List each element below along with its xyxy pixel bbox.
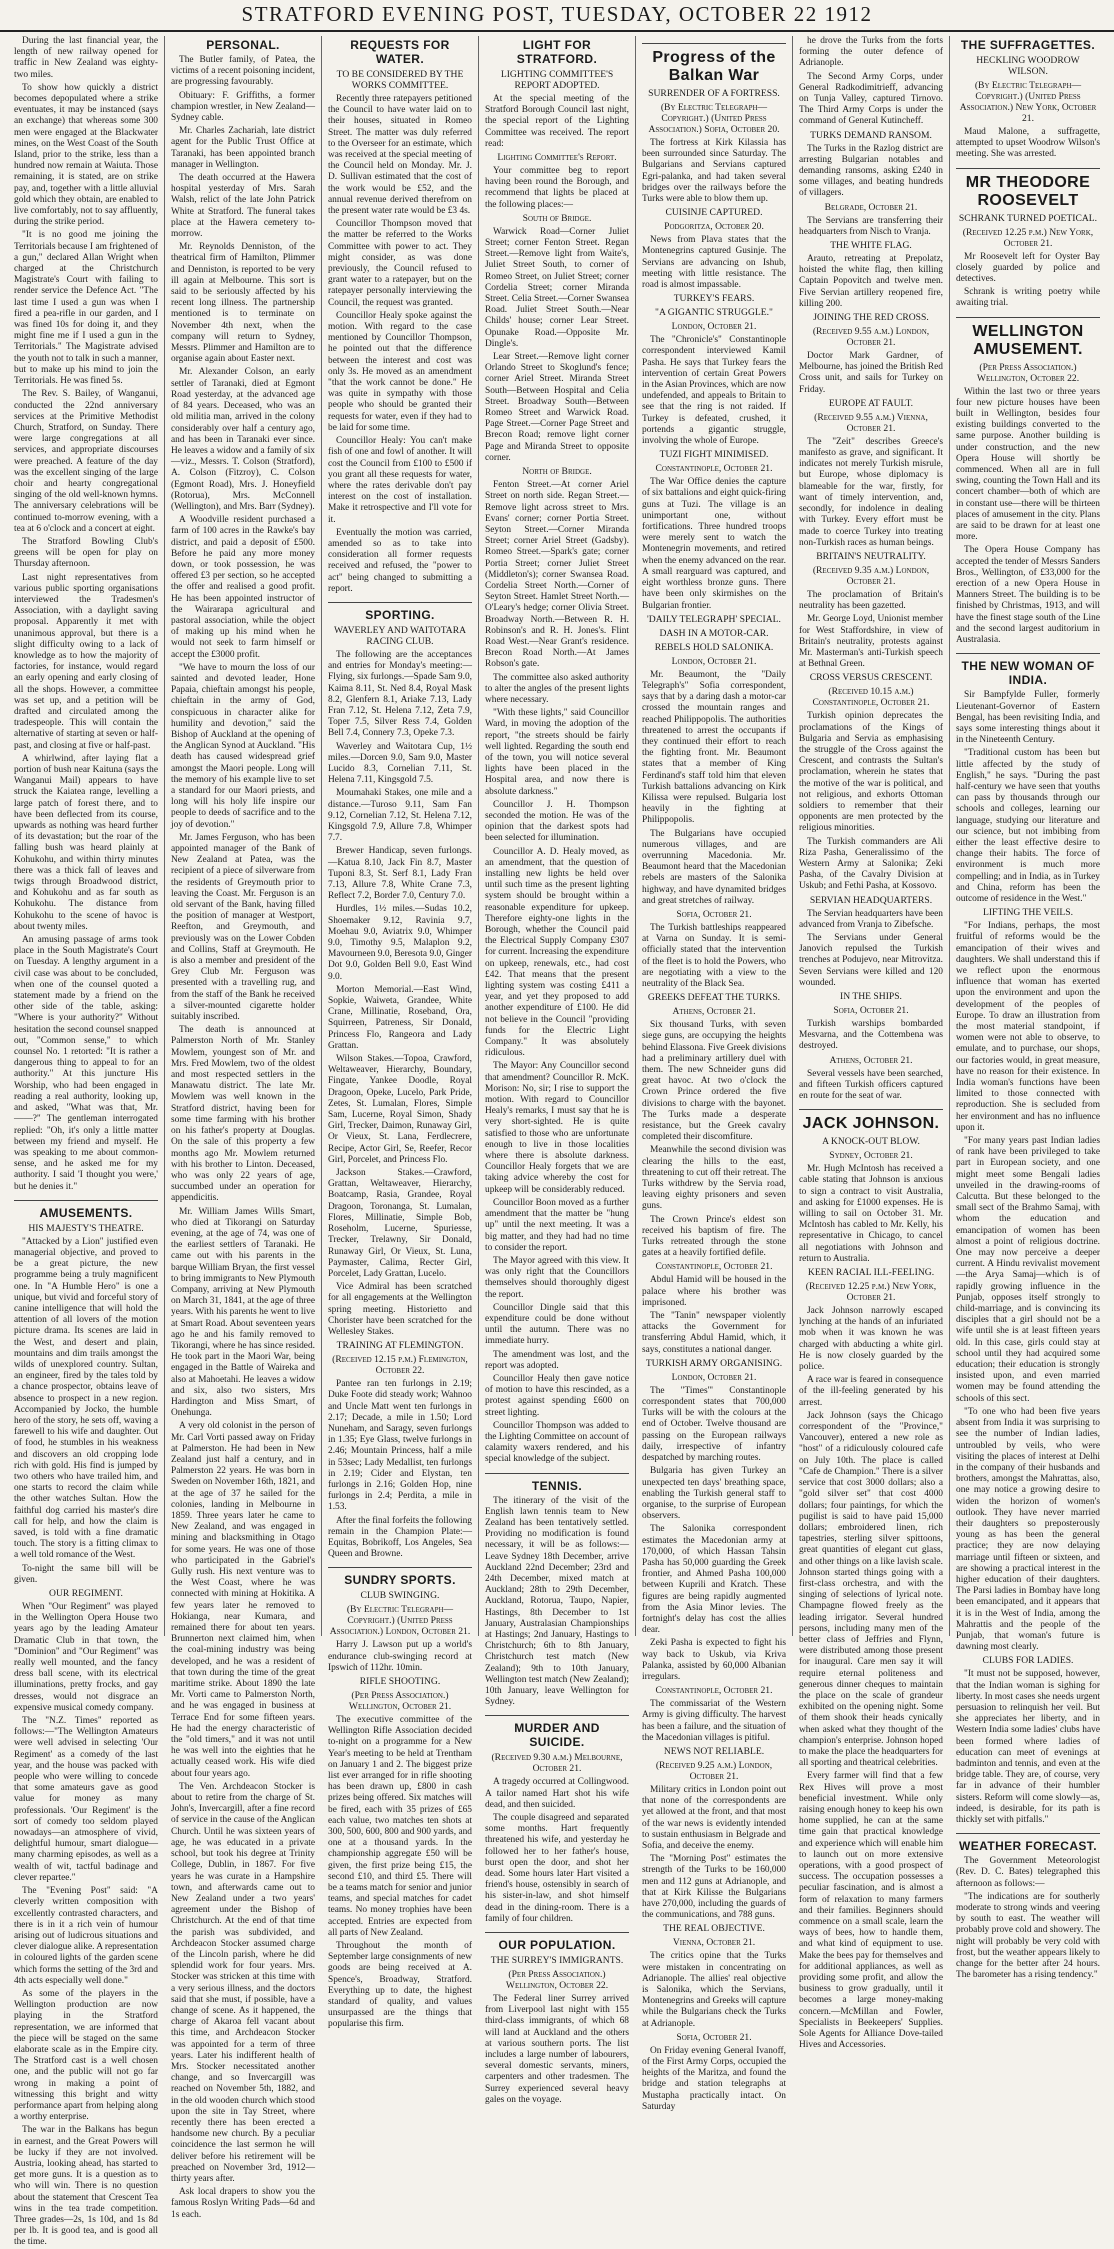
article-paragraph: The following are the acceptances and entries for Monday's meeting:—Flying, six furlongs.—Spade Sam 9.0, Kaima 8.11, St. Ned 8.4, Royal Mask 8.2, Glenfern 8.1, Ariake 7.13, Lady Fran 7.12, St. Helena 7.12, Zeta 7.9, Toper 7.5, Silver Ress 7.4, Golden Bell 7.4, Connery 7.3, Opeke 7.3.: [328, 649, 472, 739]
sub-heading: Sofia, October 21.: [833, 1005, 909, 1016]
article-paragraph: The "Morning Post" estimates the strength of the Turks to be 160,000 men and 112 guns at Adrianople, and that at Kirk Kilisse the Bulgarians have 270,000, including the guards of the communications, and 788 guns.: [642, 1854, 786, 1921]
article-paragraph: Zeki Pasha is expected to fight his way back to Uskub, via Kriva Palanka, assisted by 60,000 Albanian irregulars.: [642, 1638, 786, 1682]
sub-heading: (Received 9.25 a.m.) London, October 21.: [655, 1759, 773, 1782]
sub-heading: JOINING THE RED CROSS.: [813, 312, 929, 324]
column-4: [479, 36, 636, 2105]
article-paragraph: Doctor Mark Gardner, of Melbourne, has joined the British Red Cross unit, and sails for Turkey on Friday.: [799, 351, 943, 395]
article-paragraph: Jack Johnson (says the Chicago correspondent of the "Province," Vancouver), entered a new role as "host" of a ridiculously coloured cafe on July 10th. The place is called "Cafe de Champion." There is a silver service that cost 3000 dollars; also a "gold silver set" that cost 4000 dollars; four paintings, for which the pugilist is said to have paid 15,000 dollars; embroidered linen, rich tapestries, sterling silver spittoons, great quantities of elegant cut glass, and other things on a like lavish scale. Johnson started things going with a first-class orchestra, and with the singing of selections of lyrical note. Champagne flowed freely as the leading irrigator. Several hundred persons, including many men of the better class of Jeffries and Flynn, were distributed among those present for inaugural. Care men say it will require eternal politeness and generous dinner cheques to maintain the place on the scale of grandeur exhibited on the opening night. Some of them shook their heads cynically when asked what they thought of the champion's enterprise. Johnson hoped to make the place the headquarters for all sporting and theatrical celebrities.: [799, 1410, 943, 1769]
article-paragraph: Waverley and Waitotara Cup, 1½ miles.—Dorcen 9.0, Sam 9.0, Master Lucido 8.3, Cornelian 7.11, St. Helena 7.11, Kingsgold 7.5.: [328, 741, 472, 786]
sub-heading: London, October 21.: [671, 321, 757, 333]
sub-heading: A KNOCK-OUT BLOW.: [822, 1136, 920, 1148]
section-heading: WEATHER FORECAST.: [956, 1833, 1100, 1853]
sub-heading: Vienna, October 21.: [672, 1937, 756, 1949]
article-paragraph: The proclamation of Britain's neutrality has been gazetted.: [799, 589, 943, 612]
section-heading: AMUSEMENTS.: [14, 1200, 158, 1220]
section-heading: TENNIS.: [485, 1473, 629, 1493]
article-paragraph: The Second Army Corps, under General Radkodimitrieff, advancing on Tunja Valley, captured Tirnovo. The Third Army Corps is under the command of General Kutincheff.: [799, 71, 943, 127]
sub-heading: CLUBS FOR LADIES.: [982, 1655, 1074, 1667]
section-heading: THE NEW WOMAN OF INDIA.: [956, 653, 1100, 687]
sub-heading: (Received 12.25 p.m.) New York, October 21.: [805, 1281, 937, 1304]
article-paragraph: Mr. Charles Zachariah, late district agent for the Public Trust Office at Taranaki, has been appointed branch manager in Wellington.: [171, 126, 315, 170]
article-paragraph: The commissariat of the Western Army is giving difficulty. The harvest has been a failure, and the situation of the Macedonian villages is pitiful.: [642, 1699, 786, 1743]
article-paragraph: Meanwhile the second division was clearing the hills to the east, threatening to cut off their retreat. The Turks withdrew by the Servia road, leaving eighty prisoners and seven guns.: [642, 1145, 786, 1212]
article-paragraph: Mr. Hugh McIntosh has received a cable stating that Johnson is anxious to sign a contract to visit Australia, and asking for £1000 expenses. He is willing to sail on October 31. Mr. McIntosh has cabled to Mr. Kelly, his representative in Chicago, to cancel all negotiations with Johnson and return to Australia.: [799, 1164, 943, 1264]
article-paragraph: A whirlwind, after laying flat a portion of bush near Kaituna (says the Wanganui Mail) appears to have struck the Kaiatea range, levelling a large patch of forest there, and to have been deflected from its course, upwards as nothing was heard further of its devastation; but the roar of the falling bush was heard plainly at Kohukohu, and within thirty minutes there was a thick fall of leaves and twigs through Broadwood district, and Kohukohu and as far south as Kohukohu. The distance from Kohukohu to the scene of havoc is about twenty miles.: [14, 753, 158, 932]
section-heading: WELLINGTON AMUSEMENT.: [956, 317, 1100, 359]
section-heading: PERSONAL.: [206, 38, 280, 52]
section-heading: OUR POPULATION.: [485, 1932, 629, 1952]
sub-heading: SERVIAN HEADQUARTERS.: [809, 894, 933, 906]
sub-heading: (Per Press Association.) Wellington, October 22.: [976, 361, 1080, 384]
article-paragraph: The "Times'" Constantinople correspondent states that 700,000 Turks will be with the colours at the end of October. Twelve thousand are passing on the European railways daily, irrespective of infantry despatched by marching routes.: [642, 1385, 786, 1464]
sub-heading: SCHRANK TURNED POETICAL.: [958, 212, 1098, 224]
sub-heading: RIFLE SHOOTING.: [359, 1675, 441, 1687]
article-paragraph: Fenton Street.—At corner Ariel Street on north side. Regan Street.—Remove light across street to Mrs. Evans' corner; corner Portia Street. Seyton Street.—Corner Miranda Street; corner Ariel Street (Gadsby). Romeo Street.—Spark's gate; corner Portia Street; corner Juliet Street (Middleton's); corner Swansea Road. Cordelia Street North.—Corner of Seyton Street. Hamlet Street North.—O'Leary's hedge; corner Olivia Street. Broadway North.—Between R. H. Robinson's and R. H. Jones's. Flint Road West.—Near Grant's residence. Brecon Road North.—At James Robson's gate.: [485, 480, 629, 670]
article-paragraph: Warwick Road—Corner Juliet Street; corner Fenton Street. Regan Street.—Remove light from Waite's, Juliet Street South, to corner of Romeo Street, on Juliet Street; corner Cordelia Street; corner Miranda Street. Celia Street.—Corner Swansea Road. Juliet Street South.—Near Childs' house; corner Lear Street. Opunake Road.—Opposite Mr. Dingle's.: [485, 226, 629, 349]
section-heading: SPORTING.: [328, 602, 472, 622]
sub-heading: (By Electric Telegraph—Copyright.) (United Press Association.) London, October 21.: [329, 1604, 471, 1638]
section-heading: MR THEODORE ROOSEVELT: [956, 168, 1100, 210]
section-heading: SUNDRY SPORTS.: [328, 1567, 472, 1587]
article-paragraph: The "Chronicle's" Constantinople correspondent interviewed Kamil Pasha. He says that Turkey fears the intervention of certain Great Powers in the Asian Provinces, which are now undefended, and appeals to Britain to see that the ring is not raided. If Turkey is defeated, crushed, it portends a gigantic struggle, involving the whole of Europe.: [642, 335, 786, 447]
sub-heading: (Received 9.30 a.m.) Melbourne, October 21.: [491, 1752, 623, 1775]
article-paragraph: A race war is feared in consequence of the ill-feeling generated by his arrest.: [799, 1375, 943, 1408]
sub-heading: WAVERLEY AND WAITOTARA RACING CLUB.: [333, 624, 467, 647]
sub-heading: London, October 21.: [671, 1371, 757, 1383]
article-paragraph: The War Office denies the capture of six battalions and eight quick-firing guns at Tuzi. The village is an unimportant one, without fortifications. Three hundred troops were merely sent to watch the Montenegrin movements, and retired when the enemy advanced on the rear. A small rearguard was captured, and eight worthless bronze guns. There have been only skirmishes on the Bulgarian frontier.: [642, 477, 786, 611]
article-paragraph: Hurdles, 1½ miles.—Sudas 10.2, Shoemaker 9.12, Ravinia 9.7, Moehau 9.0, Aviatrix 9.0, Whimper 9.0, Timothy 9.5, Malaplon 9.2, Mavourneen 9.0, Beresota 9.0, Ginger Dot 9.0, Golden Bell 9.0, East Wind 9.0.: [328, 904, 472, 982]
sub-heading: Athens, October 21.: [672, 1006, 756, 1018]
article-paragraph: Wilson Stakes.—Topoa, Crawford, Weltaweaver, Hierarchy, Boundary, Fingate, Yankee Doodle, Royal Dragoon, Opeke, Lucelo, Park Pride, Zetes, St. Lumalan, Flores, Simple Sam, Lucerne, Royal Simon, Shady Girl, Trecker, Daimon, Runaway Girl, Or Vieux, St. Lana, Ferdlecrere, Recipe, Actor Girl, Se, Reefer, Recor Girl, Porcelet, and Princess Flo.: [328, 1054, 472, 1165]
article-paragraph: Military critics in London point out that none of the correspondents are yet allowed at the front, and that most of the war news is evidently intended to sustain enthusiasm in Belgrade and Sofia, and deceive the enemy.: [642, 1784, 786, 1851]
article-paragraph: "For many years past Indian ladies of rank have been privileged to take part in European society, and one might meet some Bengali ladies unveiled in the drawing-rooms of Calcutta. But these belonged to the small sect of the Brahmo Samaj, with whom the education and emancipation of women has been almost a point of religious doctrine. One may now perceive a deeper current. A Hindu revivalist movement—the Arya Samaj—which is of rapidly growing influence in the Punjab, opposes itself strongly to child-marriage, and is convincing its disciples that a girl should not be a wife until she is at least fifteen years old. In this case, girls could stay at school until they had acquired some education; their education is strongly insisted upon, and even married women may be found attending the schools of this sect.: [956, 1136, 1100, 1404]
article-paragraph: Mr. James Ferguson, who has been appointed manager of the Bank of New Zealand at Patea, was the recipient of a piece of silverware from the residents of Greymouth prior to leaving the Coast. Mr. Ferguson is an old servant of the Bank, having filled the position of manager at Westport, Reefton, and Greymouth, and previously was on the Lower Cobden and Collins, Staff at Greymouth. He is also a member and president of the Grey Club Mr. Ferguson was presented with a travelling rug, and from the staff of the Bank he received a silver-mounted cigarette holder suitably inscribed.: [171, 832, 315, 1023]
article-paragraph: The "Tanin" newspaper violently attacks the Government for transferring Abdul Hamid, which, it says, constitutes a national danger.: [642, 1311, 786, 1355]
column-5: [636, 36, 793, 2112]
article-paragraph: "To one who had been five years absent from India it was surprising to see the number of Indian ladies, untroubled by veils, who were visiting the places of interest at Delhi in the company of their husbands and brothers, amongst the Mahrattas, also, one may notice a growing desire to widen the horizon of women's outlook. They have never married their daughters so preposterously young as has been the general practice; they are now delaying marriage until fifteen or sixteen, and are showing a practical interest in the higher education of their daughters. The Parsi ladies in Bombay have long been emancipated, and it appears that it is in the West of India, among the Mahrattis and the people of the Punjab, that woman's future is dawning most clearly.: [956, 1406, 1100, 1653]
sub-heading: HIS MAJESTY'S THEATRE.: [28, 1222, 144, 1234]
article-paragraph: News from Plava states that the Montenegrins captured Gusinje. The Servians are advancing on Ishub, meeting with little resistance. The road is almost impassable.: [642, 235, 786, 291]
article-paragraph: Councillor Thompson was added to the Lighting Committee on account of calamity waxers rendered, and his special knowledge of the subject.: [485, 1420, 629, 1465]
sub-heading: (Received 10.15 a.m.) Constantinople, October 21.: [812, 686, 930, 709]
sub-heading: (By Electric Telegraph—Copyright.) (United Press Association.) New York, October 21.: [959, 80, 1097, 124]
article-paragraph: Councillor J. H. Thompson seconded the motion. He was of the opinion that the darkest spots had been selected for illumination.: [485, 799, 629, 844]
sub-heading: SURRENDER OF A FORTRESS.: [648, 88, 780, 99]
article-paragraph: The critics opine that the Turks were mistaken in concentrating on Adrianople. The allies' real objective is Salonika, which the Servians, Montenegrins and Greeks will capture while the Bulgarians check the Turks at Adrianople.: [642, 1951, 786, 2029]
column-2: [165, 36, 322, 2220]
sub-heading: (Received 9.35 a.m.) London, October 21.: [812, 564, 930, 587]
article-paragraph: The amendment was lost, and the report was adopted.: [485, 1349, 629, 1371]
article-paragraph: he drove the Turks from the forts forming the outer defence of Adrianople.: [799, 36, 943, 69]
article-paragraph: Eventually the motion was carried, amended so as to take into consideration all former requests received and refused, the "power to act" being changed to submitting a report.: [328, 527, 472, 594]
article-paragraph: Mr. Beaumont, the "Daily Telegraph's" Sofia correspondent, says that by a daring dash a motor-car crossed the mountain ranges and reached Philippopolis. The authorities threatened to arrest the occupants if they continued their effort to reach the fighting front. Mr. Beaumont states that a member of King Ferdinand's staff told him that eleven Turkish battalions advancing on Kirk Kilissa were repulsed. Bulgaria lost heavily in the fighting at Philippopolis.: [642, 669, 786, 826]
article-paragraph: The Butler family, of Patea, the victims of a recent poisoning incident, are progressing favourably.: [171, 55, 315, 88]
article-paragraph: The itinerary of the visit of the English lawn tennis team to New Zealand has been tentatively settled. Providing no modification is found necessary, it will be as follows:—Leave Sydney 18th December, arrive Auckland 22nd December; 23rd and 24th December, mixed match at Auckland; 28th to 29th December, Auckland, Rotorua, Taupo, Napier, Hastings, 8th December to 1st January, Australasian Championships at Hastings; 2nd January, Hastings to Christchurch; 6th to 8th January, Christchurch test match (New Zealand); 9th to 10th January, Wellington test match (New Zealand); 10th January, leave Wellington for Sydney.: [485, 1495, 629, 1708]
article-paragraph: A Woodville resident purchased a farm of 100 acres in the Rawke's bay district, and paid a deposit of £500. Before he paid any more money down, or took possession, he was offered £3 per section, so he accepted the offer and realised a good profit. He has been appointed instructor of the Wairarapa agricultural and pastoral association, while the object of making up his mind when he would not seek to farm himself or accept the £3000 profit.: [171, 515, 315, 660]
sub-heading: TURKISH ARMY ORGANISING.: [645, 1357, 783, 1369]
newspaper-columns: [8, 36, 1106, 2248]
sub-heading: DASH IN A MOTOR-CAR.: [659, 627, 769, 639]
column-3: [322, 36, 479, 2030]
article-paragraph: Councillor Healy: You can't make fish of one and fowl of another. It will cost the Council from £100 to £500 if you grant all these requests for water, where the rates derivable don't pay interest on the cost of installation. Make it retrospective and I'll vote for it.: [328, 436, 472, 525]
article-paragraph: Turkish opinion deprecates the proclamations of the Kings of Bulgaria and Servia as emphasising the struggle of the Cross against the Crescent, and contrasts the Sultan's proclamation, wherein he states that the motive of the war is political, and not religious, and exhorts Ottoman soldiers to remember that their opponents are men protected by the religious minorities.: [799, 711, 943, 834]
sub-heading: South of Bridge.: [522, 212, 592, 224]
article-paragraph: The Servian headquarters have been advanced from Vranja to Zibefsche.: [799, 908, 943, 930]
sub-heading: (Per Press Association.) Wellington, October 21.: [348, 1689, 452, 1712]
sub-heading: 'DAILY TELEGRAPH' SPECIAL.: [647, 613, 781, 625]
sub-heading: EUROPE AT FAULT.: [828, 397, 914, 409]
sub-heading: OUR REGIMENT.: [49, 1588, 123, 1600]
column-6: [793, 36, 950, 2051]
article-paragraph: The Stratford Bowling Club's greens will be open for play on Thursday afternoon.: [14, 536, 158, 570]
sub-heading: "A GIGANTIC STRUGGLE.": [655, 307, 773, 319]
sub-heading: Constantinople, October 21.: [655, 1685, 773, 1697]
article-paragraph: The Federal liner Surrey arrived from Liverpool last night with 155 third-class immigrants, of which 68 will land at Auckland and the others at various southern ports. The list includes a large number of labourers, several domestic servants, miners, carpenters and other tradesmen. The Surrey experienced several heavy gales on the voyage.: [485, 1994, 629, 2105]
article-paragraph: Within the last two or three years four new picture houses have been built in Wellington, besides four existing buildings converted to the same purpose. Another building is under construction, and the new Opera House will shortly be commenced. When all are in full swing, counting the Town Hall and its concert chamber—both of which are in constant use—there will be thirteen places of amusement in the city. Plans are said to be drawn for at least one more.: [956, 386, 1100, 543]
article-paragraph: The death is announced at Palmerston North of Mr. Stanley Mowlem, youngest son of Mr. and Mrs. Fred Mowlem, two of the oldest and most respected settlers in the Manawatu district. The late Mr. Mowlem was well known in the Stratford district, having been for some time farming with his brother on his father's property at Douglas. On the sale of this property a few months ago Mr. Mowlem returned with his brother to Linton. Deceased, who was only 22 years of age, succumbed under an operation for appendicitis.: [171, 1025, 315, 1204]
article-paragraph: Vice Admiral has been scratched for all engagements at the Wellington spring meeting. Historietto and Chorister have been scratched for the Wellesley Stakes.: [328, 1282, 472, 1337]
section-heading: REQUESTS FOR WATER.: [350, 38, 450, 66]
sub-heading: THE SURREY'S IMMIGRANTS.: [490, 1955, 624, 1967]
article-paragraph: The Opera House Company has accepted the tender of Messrs Sanders Bros., Wellington, of £33,000 for the erection of a new Opera House in Manners Street. The building is to be finished by Christmas, 1913, and will have the finest stage south of the Line and the second largest auditorium in Australasia.: [956, 545, 1100, 646]
article-paragraph: The Rev. S. Bailey, of Wanganui, conducted the 22nd anniversary services at the Primitive Methodist Church, Stratford, on Sunday. There were large congregations at all services, and appropriate discourses were preached. A feature of the day was the excellent singing of the large choir and hearty congregational singing of the old well-known hymns. The anniversary celebrations will be continued to-morrow evening, with a tea at 6 o'clock and a concert at eight.: [14, 389, 158, 534]
sub-heading: TURKS DEMAND RANSOM.: [810, 129, 932, 141]
article-paragraph: To show how quickly a district becomes depopulated where a strike eventuates, it may be instanced (says an exchange) that whereas some 300 men were engaged at the Blackwater mines, on the West Coast of the South Island, prior to the strike, less than a hundred now remain at Waiuta. Those remaining, it is stated, are on strike pay, and, together with a little alluvial gold which they obtain, are enabled to live comfortably, not to say affluently, during the strike period.: [14, 82, 158, 228]
sub-heading: LIGHTING COMMITTEE'S REPORT ADOPTED.: [500, 69, 614, 91]
article-paragraph: The death occurred at the Hawera hospital yesterday of Mrs. Sarah Walsh, relict of the late John Patrick White at Stratford. The funeral takes place at the Hawera cemetery to-morrow.: [171, 173, 315, 240]
article-paragraph: "Attacked by a Lion" justified even managerial objective, and proved to be a great picture, the new programme being a truly magnificent one. In "A Humble Hero" is one a unique, but vivid and forceful story of canine intelligence that will hold the attention of all lovers of the motion picture drama. Its scenes are laid in the West, and desert and plain, mountains and dim trails amongst the wilds of unexplored country. Sultan, an engineer, fired by the tales told by a chance prospector, obtains leave of absence to prospect in a new region. Accompanied by Jocko, the humble hero of the story, he sets off, waving a farewell to his wife and daughter. Out of food, he stumbles in his weakness and discovers an old cropping lode rich with gold. His find is jumped by two others who have trailed him, and one starts to record the claim while the other watches Sultan. How the faithful dog carried his master's dire call for help, and how the claim is saved, is told with a fine dramatic touch. The story is a fitting climax to a well told romance of the West.: [14, 1236, 158, 1561]
sub-heading: REBELS HOLD SALONIKA.: [654, 641, 774, 653]
sub-heading: North of Bridge.: [522, 466, 592, 478]
article-paragraph: The war in the Balkans has begun in earnest, and the Great Powers will be lucky if they are not involved. Austria, looking ahead, has started to get more guns. It is a question as to who will win. There is no question about the statement that Crescent Tea wins in the tea trade competition. Three grades—2s, 1s 10d, and 1s 8d per lb. It is good tea, and is good all the time.: [14, 2125, 158, 2248]
article-paragraph: After the final forfeits the following remain in the Champion Plate:—Equitas, Bobrikoff, Los Angeles, Sea Queen and Browne.: [328, 1515, 472, 1560]
column-7: [950, 36, 1106, 1981]
article-paragraph: Jack Johnson narrowly escaped lynching at the hands of an infuriated mob when it was known he was charged with abducting a white girl. He is now closely guarded by the police.: [799, 1306, 943, 1373]
masthead: STRATFORD EVENING POST, TUESDAY, OCTOBER 22 1912: [0, 0, 1114, 32]
sub-heading: Sydney, October 21.: [829, 1150, 913, 1162]
article-paragraph: Several vessels have been searched, and fifteen Turkish officers captured en route for the seat of war.: [799, 1068, 943, 1102]
sub-heading: Constantinople, October 21.: [655, 1261, 773, 1273]
article-paragraph: Moumahaki Stakes, one mile and a distance.—Turoso 9.11, Sam Fan 9.12, Cornelian 7.12, St. Helena 7.12, Kingsgold 7.9, Allure 7.8, Whimper 7.7.: [328, 788, 472, 844]
sub-heading: THE REAL OBJECTIVE.: [663, 1923, 765, 1935]
article-paragraph: Mr. Reynolds Denniston, of the theatrical firm of Hamilton, Plimmer and Denniston, is reported to be very ill again at Melbourne. This sort is said to be seriously affected by his recent long illness. The partnership mentioned is to terminate on November 4th next, when the company will return to Sydney, Messrs. Plimmer and Hamilton are to organise again about Easter next.: [171, 242, 315, 365]
article-paragraph: Councillor Dingle said that this expenditure could be done without until the autumn. There was no immediate hurry.: [485, 1302, 629, 1347]
sub-heading: Constantinople, October 21.: [655, 463, 773, 475]
article-paragraph: Bulgaria has given Turkey an unexpected ten days' breathing space, enabling the Turkish general staff to organise, to the surprise of European observers.: [642, 1466, 786, 1522]
article-paragraph: Six thousand Turks, with seven siege guns, are occupying the heights behind Elassona. Five Greek divisions had a preliminary artillery duel with them. The new Schneider guns did great havoc. At two o'clock the Crown Prince ordered the five divisions to charge with the bayonet. The Turks made a desperate resistance, but the Greek cavalry completed their discomfiture.: [642, 1020, 786, 1143]
sub-heading: London, October 21.: [671, 655, 757, 667]
article-paragraph: Councillor Healy spoke against the motion. With regard to the case mentioned by Councillor Thompson, he pointed out that the difference between the interest and cost was only 3s. He moved as an amendment "that the work cannot be done." He was quite in sympathy with those people who should be granted their requests for water, even if they had to be laid for some time.: [328, 310, 472, 433]
sub-heading: TO BE CONSIDERED BY THE WORKS COMMITTEE.: [336, 69, 464, 91]
sub-heading: BRITAIN'S NEUTRALITY.: [816, 550, 926, 562]
article-paragraph: When "Our Regiment" was played in the Wellington Opera House two years ago by the leading Amateur Dramatic Club in that town, the "Dominion" and "Our Regiment" was really well mounted, and the fancy dress ball scene, with its electrical illuminations, pretty frocks, and gay dresses, would not disgrace an expensive musical comedy company.: [14, 1602, 158, 1713]
article-paragraph: Throughout the month of September large consignments of new goods are being received at A. Spence's, Broadway, Stratford. Everything up to date, the highest standard of quality, and values unsurpassed are the things that popularise this firm.: [328, 1941, 472, 2030]
article-paragraph: On Friday evening General Ivanoff, of the First Army Corps, occupied the heights of the Maritza, and found the bridge and station telegraphs at Mustapha practically intact. On Saturday: [642, 2045, 786, 2112]
sub-heading: TURKEY'S FEARS.: [673, 293, 755, 305]
article-paragraph: Recently three ratepayers petitioned the Council to have water laid on to their houses, situated in Romeo Street. The matter was duly referred to the Overseer for an estimate, which was received at the special meeting of the Council held on Monday. Mr. J. D. Sullivan estimated that the cost of the work would be £52, and the annual revenue derived therefrom on the present water rate would be £3 4s.: [328, 94, 472, 217]
article-paragraph: A very old colonist in the person of Mr. Carl Vorti passed away on Friday at Palmerston. He had been in New Zealand just half a century, and in Palmerston 22 years. He was born in Sweden on November 16th, 1821, and at the age of 37 he sailed for the colonies, landing in Melbourne in 1859. Three years later he came to New Zealand, and was engaged in mining and blacksmithing in Otago for some years. He was one of those who participated in the Gabriel's Gully rush. His next venture was to the West Coast, where he was connected with mining at Hokitika. A few years later he removed to Hokianga, near Kumara, and remained there for about ten years. Brunnerton next claimed him, when the coal-mining industry was being developed, and he was a resident of that town during the time of the great maritime strike. About 1890 the late Mr. Vorti came to Palmerston North, and he was engaged in business at Terrace End for some fifteen years. He had the energy characteristic of the "old timers," and it was not until he was well into the eighties that he actually ceased work. His wife died about four years ago.: [171, 1421, 315, 1779]
article-paragraph: At the special meeting of the Stratford Borough Council last night, the special report of the Lighting Committee was received. The report read:: [485, 94, 629, 149]
article-paragraph: Councillor Thompson moved that the matter be referred to the Works Committee with power to act. They might consider, as was done previously, the Council refused to grant water to a ratepayer, but on the ratepayer personally interviewing the Council, the request was granted.: [328, 219, 472, 308]
sub-heading: Podgoritza, October 20.: [664, 221, 764, 233]
article-paragraph: Brewer Handicap, seven furlongs.—Katua 8.10, Jack Fin 8.7, Master Tuponi 8.3, St. Serf 8.1, Lady Fran 7.13, Allure 7.8, White Crane 7.3, Reflect 7.2, Border 7.0, Century 7.0.: [328, 846, 472, 902]
article-paragraph: Mr. George Loyd, Unionist member for West Staffordshire, in view of Britain's neutrality, protests against Mr. Masterman's anti-Turkish speech at Bethnal Green.: [799, 614, 943, 670]
article-paragraph: The "Zeit" describes Greece's manifesto as grave, and significant. It indicates not merely Turkish misrule, but Europe, whose diplomacy is blameable for the war, firstly, for want of timely intervention, and, secondly, for indolence in dealing with Turkey. Every effort must be made to coerce Turkey into treating non-Turkish races as human beings.: [799, 436, 943, 548]
section-heading: Progress of the Balkan War: [642, 43, 786, 85]
sub-heading: CUISINJE CAPTURED.: [665, 207, 763, 219]
article-paragraph: Councillor Healy then gave notice of motion to have this rescinded, as a protest against spending £600 on street lighting.: [485, 1373, 629, 1418]
sub-heading: (Received 9.55 a.m.) Vienna, October 21.: [814, 411, 928, 434]
article-paragraph: Schrank is writing poetry while awaiting trial.: [956, 287, 1100, 309]
article-paragraph: The committee also asked authority to alter the angles of the present lights where necessary.: [485, 672, 629, 705]
sub-heading: TRAINING AT FLEMINGTON.: [336, 1340, 464, 1352]
article-paragraph: Obituary: F. Griffiths, a former champion wrestler, in New Zealand—Sydney cable.: [171, 90, 315, 124]
article-paragraph: During the last financial year, the length of new railway opened for traffic in New Zealand was eighty-two miles.: [14, 36, 158, 80]
article-paragraph: The "N.Z. Times" reported as follows:—"The Wellington Amateurs were well advised in selecting 'Our Regiment' as a comedy of the last year, and the house was packed with people who were willing to concede that some amateurs gave as good value for money as many professionals. 'Our Regiment' is the sort of comedy too seldom played nowadays—an atmosphere of vivid, delightful humour, smart dialogue—many charming episodes, as well as a wealth of wit, tactful badinage and clever repartee.": [14, 1716, 158, 1883]
article-paragraph: The Mayor: Any Councillor second that amendment? Councillor R. McK. Morison: No, sir; I rise to support the motion. With regard to Councillor Healy's remarks, I must say that he is very short-sighted. He is quite satisfied to those who are unfortunate enough to live in those localities where there is absolute darkness. Councillor Healy forgets that we are taking advice whereby the cost for upkeep will be considerably reduced.: [485, 1061, 629, 1195]
sub-heading: GREEKS DEFEAT THE TURKS.: [647, 992, 781, 1004]
article-paragraph: Last night representatives from various public sporting organisations interviewed the Tradesmen's Association, with a daylight saving proposal. Apparently it met with unanimous approval, but there is a slight difficulty owing to a lack of knowledge as to how the majority of factories, for instance, would regard an early opening and early closing of all the shops. However, a committee was set up, and a petition will be drafted and circulated among the tradespeople. This will contain the alternative of starting at seven or half-past, and closing at five or half-past.: [14, 572, 158, 751]
article-paragraph: Morton Memorial.—East Wind, Sopkie, Waiweta, Grandee, White Crane, Millinatie, Roseband, Ora, Squirreen, Patreness, Sir Donald, Princess Flo, Rangeora and Lady Grattan.: [328, 984, 472, 1051]
article-paragraph: Turkish warships bombarded Mesvarna, and the Cottembena was destroyed.: [799, 1019, 943, 1052]
article-paragraph: The couple disagreed and separated some months. Hart frequently threatened his wife, and yesterday he followed her to her father's house, burst open the door, and shot her dead. Some hours later Hart visited a friend's house, ostensibly in search of his sister-in-law, and shot himself dead in the dining-room. There is a family of four children.: [485, 1813, 629, 1924]
article-paragraph: Lear Street.—Remove light corner Orlando Street to Skoglund's fence; corner Ariel Street. Miranda Street South—Between Hospital and Celia Street. Broadway South—Between Romeo Street and Warwick Road. Page Street.—Corner Page Street and Brecon Road; remove light corner Page and Miranda Street to opposite corner.: [485, 352, 629, 463]
article-paragraph: The Turkish commanders are Ali Riza Pasha, Generalissimo of the Western Army at Salonika; Zeki Pasha, of the Cavalry Division at Uskub; and Fethi Pasha, at Kossovo.: [799, 836, 943, 892]
section-heading: JACK JOHNSON.: [799, 1109, 943, 1133]
article-paragraph: The Ven. Archdeacon Stocker is about to retire from the charge of St. John's, Invercargill, after a fine record of service in the cause of the Anglican Church. Until he was sixteen years of age, he was educated in a private school, but took his degree at Trinity College, Dublin, in 1867. For five years he was curate in a Hampshire town, and afterwards came out to New Zealand under a two years' agreement under the Bishop of Christchurch. At the end of that time the parish was subdivided, and Archdeacon Stocker assumed charge of the Lincoln parish, where he did splendid work for four years. Mrs. Stocker was stricken at this time with a very serious illness, and the doctors said that she must, if possible, have a change of scene. As it happened, the charge of Akaroa fell vacant about this time, and Archdeacon Stocker was appointed for a term of three years. Later his indifferent health of Mrs. Stocker necessitated another change, and so Invercargill was reached on November 5th, 1882, and in the old wooden church which stood upon the site in Tay Street, where recently there has been erected a handsome new church. By a peculiar coincidence the last sermon he will deliver before his retirement will be preached on November 3rd, 1912—thirty years after.: [171, 1781, 315, 2184]
article-paragraph: The Turkish battleships reappeared at Varna on Sunday. It is semi-officially stated that the intervention of the fleet is to hold the Powers, who are negotiating with a view to the neutrality of the Black Sea.: [642, 922, 786, 989]
sub-heading: Sofia, October 21.: [676, 2031, 752, 2043]
article-paragraph: Ask local drapers to show you the famous Roslyn Writing Pads—6d and 1s each.: [171, 2187, 315, 2220]
article-paragraph: Mr. William James Wills Smart, who died at Tikorangi on Saturday evening, at the age of 74, was one of the earliest settlers of Taranaki. He came out with his parents in the barque William Bryan, the first vessel to bring immigrants to New Plymouth Company, arriving at New Plymouth on March 31, 1841, at the age of three years. With his parents he went to live at Smart Road. About seventeen years ago he and his family removed to Tikorangi, where he has since resided. He took part in the Maori War, being engaged in the Battle of Waireka and also at Mahoetahi. He leaves a widow and six, also two sisters, Mrs Hardington and Miss Smart, of Onehunga.: [171, 1206, 315, 1419]
sub-heading: (Received 12.25 p.m.) New York, October 21.: [962, 226, 1094, 249]
article-paragraph: The Servians under General Janovich repulsed the Turkish trenches at Podujevo, near Mitrovitza. Seven Servians were killed and 120 wounded.: [799, 932, 943, 988]
sub-heading: CROSS VERSUS CRESCENT.: [809, 672, 933, 684]
sub-heading: CLUB SWINGING.: [360, 1590, 440, 1602]
article-paragraph: A tragedy occurred at Collingwood. A tailor named Hart shot his wife dead, and then suicided.: [485, 1777, 629, 1810]
article-paragraph: Your committee beg to report having been round the Borough, and recommend that lights be placed at the following places:—: [485, 166, 629, 210]
article-paragraph: Mr Roosevelt left for Oyster Bay closely guarded by police and detectives.: [956, 251, 1100, 285]
sub-heading: (Per Press Association.) Wellington, October 22.: [505, 1969, 609, 1992]
article-paragraph: The Salonika correspondent estimates the Macedonian army at 170,000, of which Hassan Tahsin Pasha has 50,000 guarding the Greek frontier, and Ahmed Pasha 100,000 between Kuprili and Kratch. These figures are being rapidly augmented from the Asia Minor levies. The fortnight's delay has cost the allies dear.: [642, 1524, 786, 1636]
article-paragraph: Maud Malone, a suffragette, attempted to upset Woodrow Wilson's meeting. She was arrested.: [956, 127, 1100, 160]
article-paragraph: "The indications are for southerly moderate to strong winds and veering by south to east. The weather will probably prove cold and showery. The night will probably be very cold with frost, but the weather appears likely to change for the better after 24 hours. The barometer has a rising tendency.": [956, 1891, 1100, 1981]
article-paragraph: Sir Bampfylde Fuller, formerly Lieutenant-Governor of Eastern Bengal, has been revisiting India, and says some interesting things about it in the Nineteenth Century.: [956, 690, 1100, 746]
article-paragraph: "We have to mourn the loss of our sainted and devoted leader, Hone Papaia, chieftain amongst his people, chieftain in the army of God, conspicuous in character alike for humility and devotion," said the Bishop of Auckland at the opening of the Anglican Synod at Auckland. "His death has caused widespread grief amongst the Maori people. Long will the memory of his example live to set a standard for our Maori priests, and long will his holy life inspire our people to deeds of sacrifice and to the joy of devotion.": [171, 662, 315, 830]
article-paragraph: Jackson Stakes.—Crawford, Grattan, Weltaweaver, Hierarchy, Boatcamp, Rasia, Grandee, Royal Dragoon, Toronanga, St. Lumalan, Flores, Millinatie, Simple Bob, Roseholm, Lucerne, Spuriesse, Trecker, Trelawny, Sir Donald, Runaway Girl, Or Vieux, St. Luna, Paymaster, Calima, Recter Girl, Porcelet, Lady Grattan, Lucelo.: [328, 1168, 472, 1279]
sub-heading: Athens, October 21.: [829, 1054, 913, 1066]
article-paragraph: Abdul Hamid will be housed in the palace where his brother was imprisoned.: [642, 1275, 786, 1308]
sub-heading: IN THE SHIPS.: [840, 991, 902, 1002]
section-heading: THE SUFFRAGETTES.: [960, 38, 1096, 52]
article-paragraph: Councillor Boon moved as a further amendment that the matter be "hung up" until the next meeting. It was a big matter, and they had had no time to consider the report.: [485, 1197, 629, 1253]
sub-heading: HECKLING WOODROW WILSON.: [976, 55, 1080, 77]
sub-heading: TUZI FIGHT MINIMISED.: [659, 449, 769, 461]
sub-heading: (Received 9.55 a.m.) London, October 21.: [812, 326, 930, 349]
article-paragraph: Councillor A. D. Healy moved, as an amendment, that the question of installing new lights be held over until such time as the present lighting system should be brought within a reasonable expenditure for upkeep. Therefore eighty-one lights in the Borough, whether the Council paid the Electrical Supply Company £307 for current. Increasing the expenditure on upkeep, renewals, etc., had cost £42. That means that the present lighting system was costing £411 a year, and yet they proposed to add another expenditure of £100. He did not believe in the Council "providing funds for the Electric Light Company." It was absolutely ridiculous.: [485, 846, 629, 1059]
article-paragraph: As some of the players in the Wellington production are now playing in the Stratford representation, we are informed that the piece will be staged on the same elaborate scale as in the Empire city. The Stratford cast is a well chosen one, and the public will not go far wrong in making a point of witnessing this bright and witty performance apart from helping along a worthy enterprise.: [14, 1988, 158, 2123]
article-paragraph: An amusing passage of arms took place in the South Magistrate's Court on Tuesday. A lengthy argument in a civil case was about to be concluded, when one of the counsel quoted a statement made by a friend on the other side of the table, asking: "Where is your authority?" Without hesitation the second counsel snapped out, "Common sense," to which counsel No. 1 retorted: "It is rather a dangerous thing to appeal to for an authority." At this juncture His Worship, who had been engaged in reading a real authority, looking up, and asked, "What was that, Mr. ——?" The gentleman interrogated replied: "Oh, it's only a little matter between my friend and myself. He was speaking to me about common-sense, and he asked me for my authority. I said 'I thought you were,' but he denies it.": [14, 935, 158, 1192]
article-paragraph: The executive committee of the Wellington Rifle Association decided to-night on a programme for a New Year's meeting to be held at Trentham on January 1 and 2. The biggest prize list ever arranged for in rifle shooting has been drawn up, £800 in cash prizes being offered. Six matches will be fired, each with 35 prizes of £65 each value, two matches ten shots at 300, 500, 600, 800 and 900 yards, and one at a thousand yards. In the championship aggregate £50 will be given, the first prize being £15, the second £10, and third £5. There will be a teams match for senior and junior teams, and special matches for cadet teams. No money trophies have been accepted. Entries are expected from all parts of New Zealand.: [328, 1714, 472, 1938]
article-paragraph: "For Indians, perhaps, the most fruitful of reforms would be the emancipation of their wives and daughters. We shall understand this if we reflect upon the enormous influence that woman has exerted upon the environment and upon the development of the peoples of Europe. To draw an illustration from the most material standpoint, if women were not able to observe, to emulate, and to purchase, our shops, our factories would, in great measure, have no reason for their existence. In India woman's functions have been limited to those connected with reproduction. She is secluded from her environment and has no influence upon it.: [956, 921, 1100, 1133]
article-paragraph: The Servians are transferring their headquarters from Nisch to Vranja.: [799, 215, 943, 237]
sub-heading: (Received 12.15 p.m.) Flemington, October 22.: [332, 1354, 468, 1377]
column-1: [8, 36, 165, 2248]
article-paragraph: The Crown Prince's eldest son received his baptism of fire. The Turks retreated through the stone gates at a heavily fortified defile.: [642, 1214, 786, 1259]
article-paragraph: Every farmer will find that a few Rex Hives will prove a most beneficial investment. While only raising enough honey to keep his own home supplied, he can at the same time gain that practical knowledge and experience which will enable him to launch out on more extensive operations, with a good prospect of success. The occupation possesses a peculiar fascination, and is almost a form of relaxation to many farmers and their families. Beginners should commence on a small scale, learn the ways of bees, how to handle them, and what kind of equipment to use. Make the bees pay for themselves and for additional appliances, as well as providing some profit, and allow the business to grow gradually, until it becomes a large money-making concern.—McMillan and Fowler, Specialists in Beekeepers' Supplies. Sole Agents for Alliance Dove-tailed Hives and Accessories.: [799, 1771, 943, 2051]
sub-heading: LIFTING THE VEILS.: [983, 907, 1073, 919]
article-paragraph: The Bulgarians have occupied numerous villages, and are overrunning Macedonia. Mr. Beaumont heard that the Macedonian rebels are masters of the Salonika highway, and have dynamited bridges and great stretches of railway.: [642, 828, 786, 906]
article-paragraph: The Turks in the Razlog district are arresting Bulgarian notables and demanding ransoms, asking £240 in some villages, and beating hundreds of villagers.: [799, 143, 943, 199]
article-paragraph: The Government Meteorologist (Rev. D. C. Bates) telegraphed this afternoon as follows:—: [956, 1856, 1100, 1889]
sub-heading: Sofia, October 21.: [676, 908, 752, 920]
article-paragraph: The "Evening Post" said: "A cleverly written composition with excellently contrasted characters, and there is in it a rich vein of humour arising out of ludicrous situations and clever dialogue alike. A representation in coloured lights of the garden scene which forms the setting of the 3rd and 4th acts especially well done.": [14, 1886, 158, 1986]
sub-heading: (By Electric Telegraph—Copyright.) (United Press Association.) Sofia, October 20.: [648, 102, 780, 135]
sub-heading: KEEN RACIAL ILL-FEELING.: [807, 1267, 935, 1279]
sub-heading: Lighting Committee's Report.: [497, 152, 617, 164]
article-paragraph: Harry J. Lawson put up a world's endurance club-swinging record at Ipswich of 112hr. 10min.: [328, 1640, 472, 1673]
article-paragraph: To-night the same bill will be given.: [14, 1563, 158, 1585]
article-paragraph: "It must not be supposed, however, that the Indian woman is sighing for liberty. In most cases she needs urgent persuasion to relinquish her veil. But she appreciates her liberty, and in Western India some ladies' clubs have been formed where ladies of education can meet of evenings at badminton and tennis, and even at the bridge table. They are, of course, very far in advance of their humbler sisters. Reform will come slowly—as, indeed, is desirable, for its path is thickly set with pitfalls.": [956, 1669, 1100, 1825]
article-paragraph: Mr. Alexander Colson, an early settler of Taranaki, died at Egmont Road yesterday, at the advanced age of 84 years. Deceased, who was an old militia man, arrived in the colony considerably over half a century ago, and has been in Taranaki ever since. He leaves a widow and a family of six—viz., Messrs. T. Colson (Stratford), A. Colson (Fitzroy), C. Colson (Egmont Road), Mrs. J. Honeyfield (Rotorua), Mrs. McConnell (Wellington), and Mrs. Barr (Sydney).: [171, 367, 315, 512]
article-paragraph: "Traditional custom has been but little affected by the study of English," he says. "During the past half-century we have seen that youths can pass by thousands through our schools and colleges, learning our language, studying our literature and our science, but not imbibing from either the least effective desire to change their habits. The force of environment is much more compelling; and in India, as in Turkey and China, reform has been the outcome of residence in the West.": [956, 748, 1100, 904]
sub-heading: NEWS NOT RELIABLE.: [663, 1745, 765, 1757]
article-paragraph: Pantee ran ten furlongs in 2.19; Duke Foote did steady work; Wahnoo and Uncle Matt went ten furlongs in 2.17; Decade, a mile in 1.50; Lord Nuneham, and Saragy, seven furlongs in 1.35; Eye Glass, twelve furlongs in 2.46; Mountain Princess, half a mile in 53sec; Lady Medallist, ten furlongs in 2.19; Cider and Elystan, ten furlongs in 2.16; Golden Hop, nine furlongs in 2.4; Perdita, a mile in 1.53.: [328, 1379, 472, 1513]
article-paragraph: "It is no good me joining the Territorials because I am frightened of a gun," declared Allan Wright when charged at the Christchurch Magistrate's Court with failing to render service the Defence Act. "The last time I used a gun was when I fired a pea-rifle in our garden, and I was fined 10s for doing it, and they might fine me if I used a gun in the Territorials." The Magistrate advised the youth not to talk in such a manner, but to make up his mind to join the Territorials. He was fined 5s.: [14, 230, 158, 387]
article-paragraph: The Mayor agreed with this view. It was only right that the Councillors themselves should thoroughly digest the report.: [485, 1255, 629, 1300]
section-heading: MURDER AND SUICIDE.: [485, 1715, 629, 1749]
article-paragraph: "With these lights," said Councillor Ward, in moving the adoption of the report, "the streets should be fairly well lighted. Regarding the south end of the town, you will notice several lights have been placed in the Hospital area, and now there is absolute darkness.": [485, 708, 629, 797]
section-heading: LIGHT FOR STRATFORD.: [516, 38, 598, 66]
article-paragraph: Arauto, retreating at Prepolatz, hoisted the white flag, then killing Captain Popovitch and twelve men. Five Servian artillery reopened fire, killing 200.: [799, 254, 943, 309]
sub-heading: Belgrade, October 21.: [824, 201, 918, 213]
sub-heading: THE WHITE FLAG.: [830, 240, 912, 252]
article-paragraph: The fortress at Kirk Kilassia has been surrounded since Saturday. The Bulgarians and Servians captured Egri-palanka, and had taken several bridges over the railways before the Turks were able to blow them up.: [642, 138, 786, 205]
